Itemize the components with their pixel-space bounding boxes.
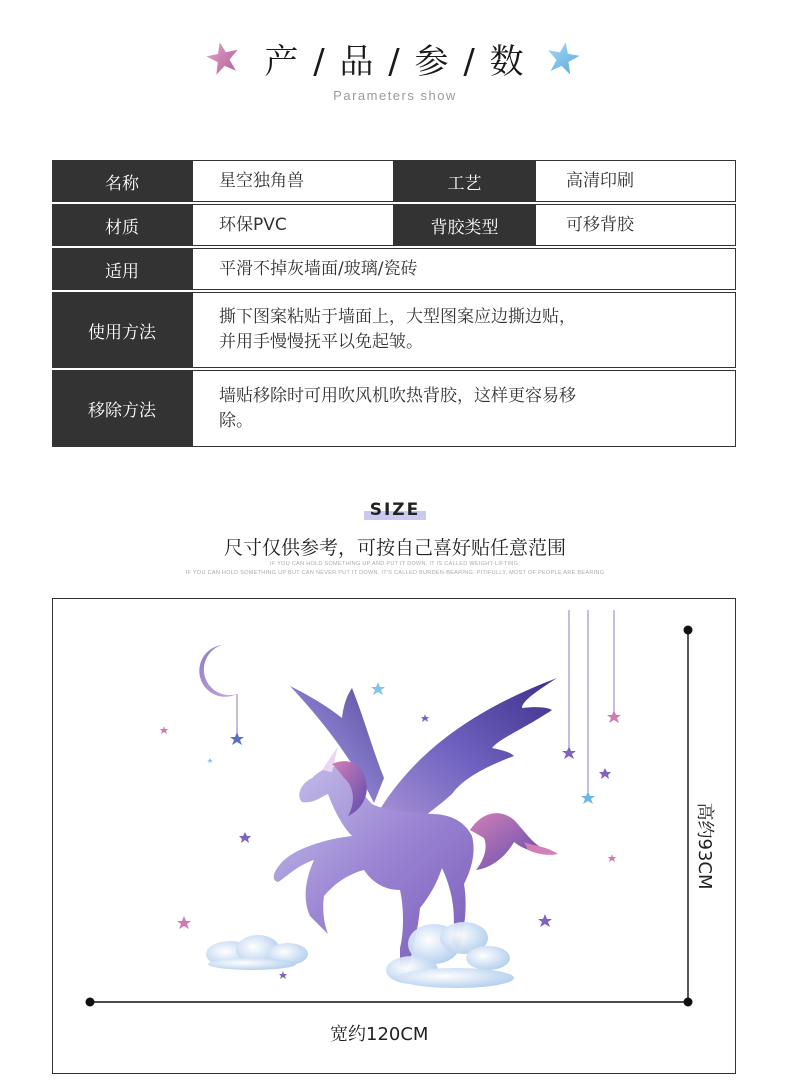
param-value-material: 环保PVC (192, 204, 394, 246)
param-key-name: 名称 (52, 160, 192, 202)
fine-print-line-2: IF YOU CAN HOLD SOMETHING UP BUT CAN NEVER PUT IT DOWN, IT'S CALLED BURDEN-BEARING. PITIFULLY, MOST OF PEOPLE ARE BEARING (185, 570, 605, 576)
unicorn-illustration (52, 598, 736, 1074)
page-title: 产 / 品 / 参 / 数 (264, 42, 526, 82)
fine-print-line-1: IF YOU CAN HOLD SOMETHING UP AND PUT IT DOWN, IT IS CALLED WEIGHT-LIFTING; (270, 561, 520, 567)
page-subtitle: Parameters show (333, 88, 457, 103)
param-key-craft: 工艺 (394, 160, 535, 202)
param-row-material-adhesive (52, 204, 736, 246)
param-key-adhesive: 背胶类型 (394, 204, 535, 246)
param-key-material: 材质 (52, 204, 192, 246)
param-value-usage: 撕下图案粘贴于墙面上，大型图案应边撕边贴，并用手慢慢抚平以免起皱。 (192, 292, 736, 368)
unicorn-tail (470, 813, 546, 870)
param-key-usage: 使用方法 (52, 292, 192, 368)
moon-hanging-star (230, 732, 244, 745)
width-label: 宽约120CM (330, 1024, 429, 1045)
width-endpoint-left (86, 998, 95, 1007)
height-endpoint-top (684, 626, 693, 635)
hanging-star-2 (581, 791, 595, 804)
param-value-adhesive: 可移背胶 (535, 204, 736, 246)
moon-shape (199, 645, 237, 697)
blue-star-icon (545, 40, 581, 76)
param-row-usage (52, 292, 736, 368)
param-row-name-craft (52, 160, 736, 202)
param-row-suitable (52, 248, 736, 290)
tail-tip (524, 842, 558, 855)
size-heading-text: SIZE (364, 500, 427, 520)
param-value-removal: 墙贴移除时可用吹风机吹热背胶，这样更容易移除。 (192, 370, 736, 447)
size-heading (0, 500, 790, 520)
param-value-suitable: 平滑不掉灰墙面/玻璃/瓷砖 (192, 248, 736, 290)
hanging-star-3 (607, 710, 621, 723)
size-subtitle: 尺寸仅供参考，可按自己喜好贴任意范围 (223, 537, 566, 559)
param-key-removal: 移除方法 (52, 370, 192, 447)
param-row-removal (52, 370, 736, 447)
param-value-craft: 高清印刷 (535, 160, 736, 202)
param-key-suitable: 适用 (52, 248, 192, 290)
param-value-name: 星空独角兽 (192, 160, 394, 202)
cloud-left (206, 935, 308, 970)
height-label: 高约93CM (694, 802, 715, 890)
hanging-star-1 (562, 746, 576, 759)
